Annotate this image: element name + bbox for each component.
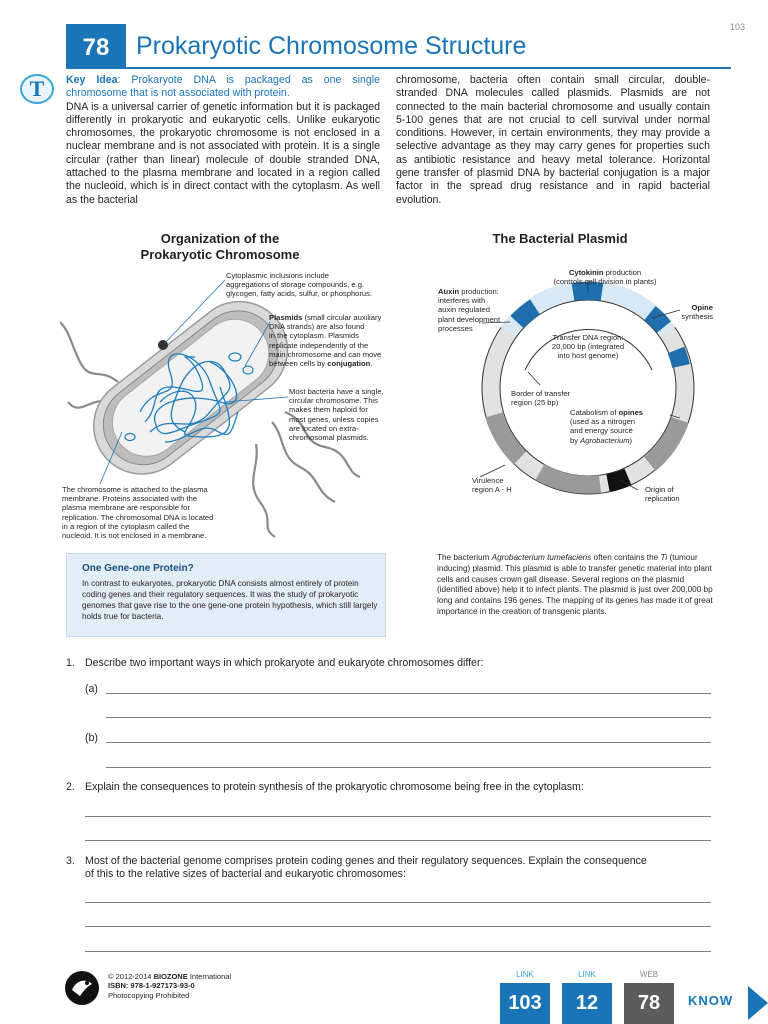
gene-box-title: One Gene-one Protein? [82,563,194,574]
footer-copyright: © 2012-2014 BIOZONE International ISBN: 978-1-927173-93-0 Photocopying Prohibited [108,972,232,1000]
intro-left-body: DNA is a universal carrier of genetic information but it is packaged differently in prokaryotic and eukaryotic cells. Unlike eukaryotic chromosomes, the prokaryotic chromosome is not enclosed in a nuclear membrane and is not associated with protein. It is a single circular (rather than linear) molecule of double stranded DNA, attached to the plasma membrane and located in a region called the nucleoid, which is in direct contact with the cytoplasm. As well as the bacterial [66,100,380,206]
tab-label-link-1: LINK [516,970,534,979]
label-single-chromosome: Most bacteria have a single, circular chromosome. This makes them haploid for most genes, unless copies are located on extra- chromosomal plasmids. [289,387,384,443]
label-chromosome-attached: The chromosome is attached to the plasma membrane. Proteins associated with the plasma membrane are responsible for replication. The chromosomal DNA is located in a region of the cytoplasm called the nucleoid. It is not enclosed in a membrane. [62,485,214,541]
chapter-number-box [66,24,126,68]
header-rule [66,67,731,69]
q1-text: Describe two important ways in which prokaryote and eukaryote chromosomes differ: [85,657,484,669]
q2-number: 2. [66,781,75,793]
web-tab-78[interactable]: 78 [624,983,674,1024]
label-opine: Opine synthesis [681,303,713,322]
q1a-label: (a) [85,683,98,695]
label-auxin: Auxin production: interferes with auxin regulated plant development processes [438,287,501,333]
figure2-title: The Bacterial Plasmid [492,231,628,246]
label-origin: Origin of replication [645,485,680,504]
label-plasmids: Plasmids (small circular auxiliary DNA strands) are also found in the cytoplasm. Plasmids replicate independently of the main chromosome and can move between cells by conjugation. [269,313,382,369]
answer-line[interactable] [106,742,711,743]
answer-line[interactable] [106,717,711,718]
q3-number: 3. [66,855,75,867]
page-number: 103 [730,22,746,32]
label-cytokinin: Cytokinin production (controls cell division in plants) [553,268,657,287]
answer-line[interactable] [85,840,711,841]
figure1-title: Organization of the Prokaryotic Chromosome [140,231,300,262]
gene-box-text: In contrast to eukaryotes, prokaryotic DNA consists almost entirely of protein coding genes and their regulatory sequences. It was the study of prokaryotic genomes that gave rise to the one gene-one protein hypothesis, which still largely holds true for bacteria. [82,579,378,621]
answer-line[interactable] [85,816,711,817]
label-transfer-dna: Transfer DNA region: 20,000 bp (integrated into host genome) [551,333,625,361]
label-border: Border of transfer region (25 bp) [511,389,571,408]
chapter-number: 78 [82,34,110,61]
q3-text: Most of the bacterial genome comprises protein coding genes and their regulatory sequences. Explain the consequence of this to the relative sizes of bacterial and eukaryotic chromosomes: [85,855,647,881]
corner-arrow-icon [748,986,768,1020]
q1b-label: (b) [85,732,98,744]
link-tab-103[interactable]: 103 [500,983,550,1024]
biozone-logo-icon [62,968,102,1008]
tab-label-link-2: LINK [578,970,596,979]
q1-number: 1. [66,657,75,669]
answer-line[interactable] [85,926,711,927]
plasmid-caption: The bacterium Agrobacterium tumefaciens often contains the Ti (tumour inducing) plasmid. This plasmid is able to transfer genetic material into plant cells and causes crown gall disease. Several regions on the plasmid (identified above) help it to infect plants. The plasmid is just over 200,000 bp long and contains 196 genes. The mapping of its genes has made it of great importance in the creation of transgenic plants. [437,553,713,616]
label-inclusions: Cytoplasmic inclusions include aggregations of storage compounds, e.g. glycogen, fatty acids, sulfur, or phosphorus. [226,271,373,299]
label-virulence: Virulence region A - H [472,476,512,495]
key-idea: Key Idea: Prokaryote DNA is packaged as one single chromosome that is not associated with protein. [66,74,380,100]
page-title: Prokaryotic Chromosome Structure [136,32,527,60]
answer-line[interactable] [106,767,711,768]
intro-right-column: chromosome, bacteria often contain small circular, double-stranded DNA molecules called plasmids. Plasmids are not connected to the main bacterial chromosome and usually contain 5-100 genes that are not crucial to cell survival under normal conditions. However, in certain environments, they may provide a selective advantage as they may carry genes for properties such as antibiotic resistance and heavy metal tolerance. Horizontal gene transfer of plasmid DNA by bacterial conjugation is a major factor in the spread drug resistance and in rapid bacterial evolution. [396,74,710,206]
teacher-badge-icon: T [20,74,54,104]
know-label: KNOW [688,993,734,1008]
answer-line[interactable] [106,693,711,694]
answer-line[interactable] [85,902,711,903]
answer-line[interactable] [85,951,711,952]
q2-text: Explain the consequences to protein synthesis of the prokaryotic chromosome being free in the cytoplasm: [85,781,584,793]
link-tab-12[interactable]: 12 [562,983,612,1024]
tab-label-web: WEB [639,970,659,979]
intro-left-column [66,74,380,207]
label-catabolism: Catabolism of opines (used as a nitrogen and energy source by Agrobacterium) [570,408,644,445]
